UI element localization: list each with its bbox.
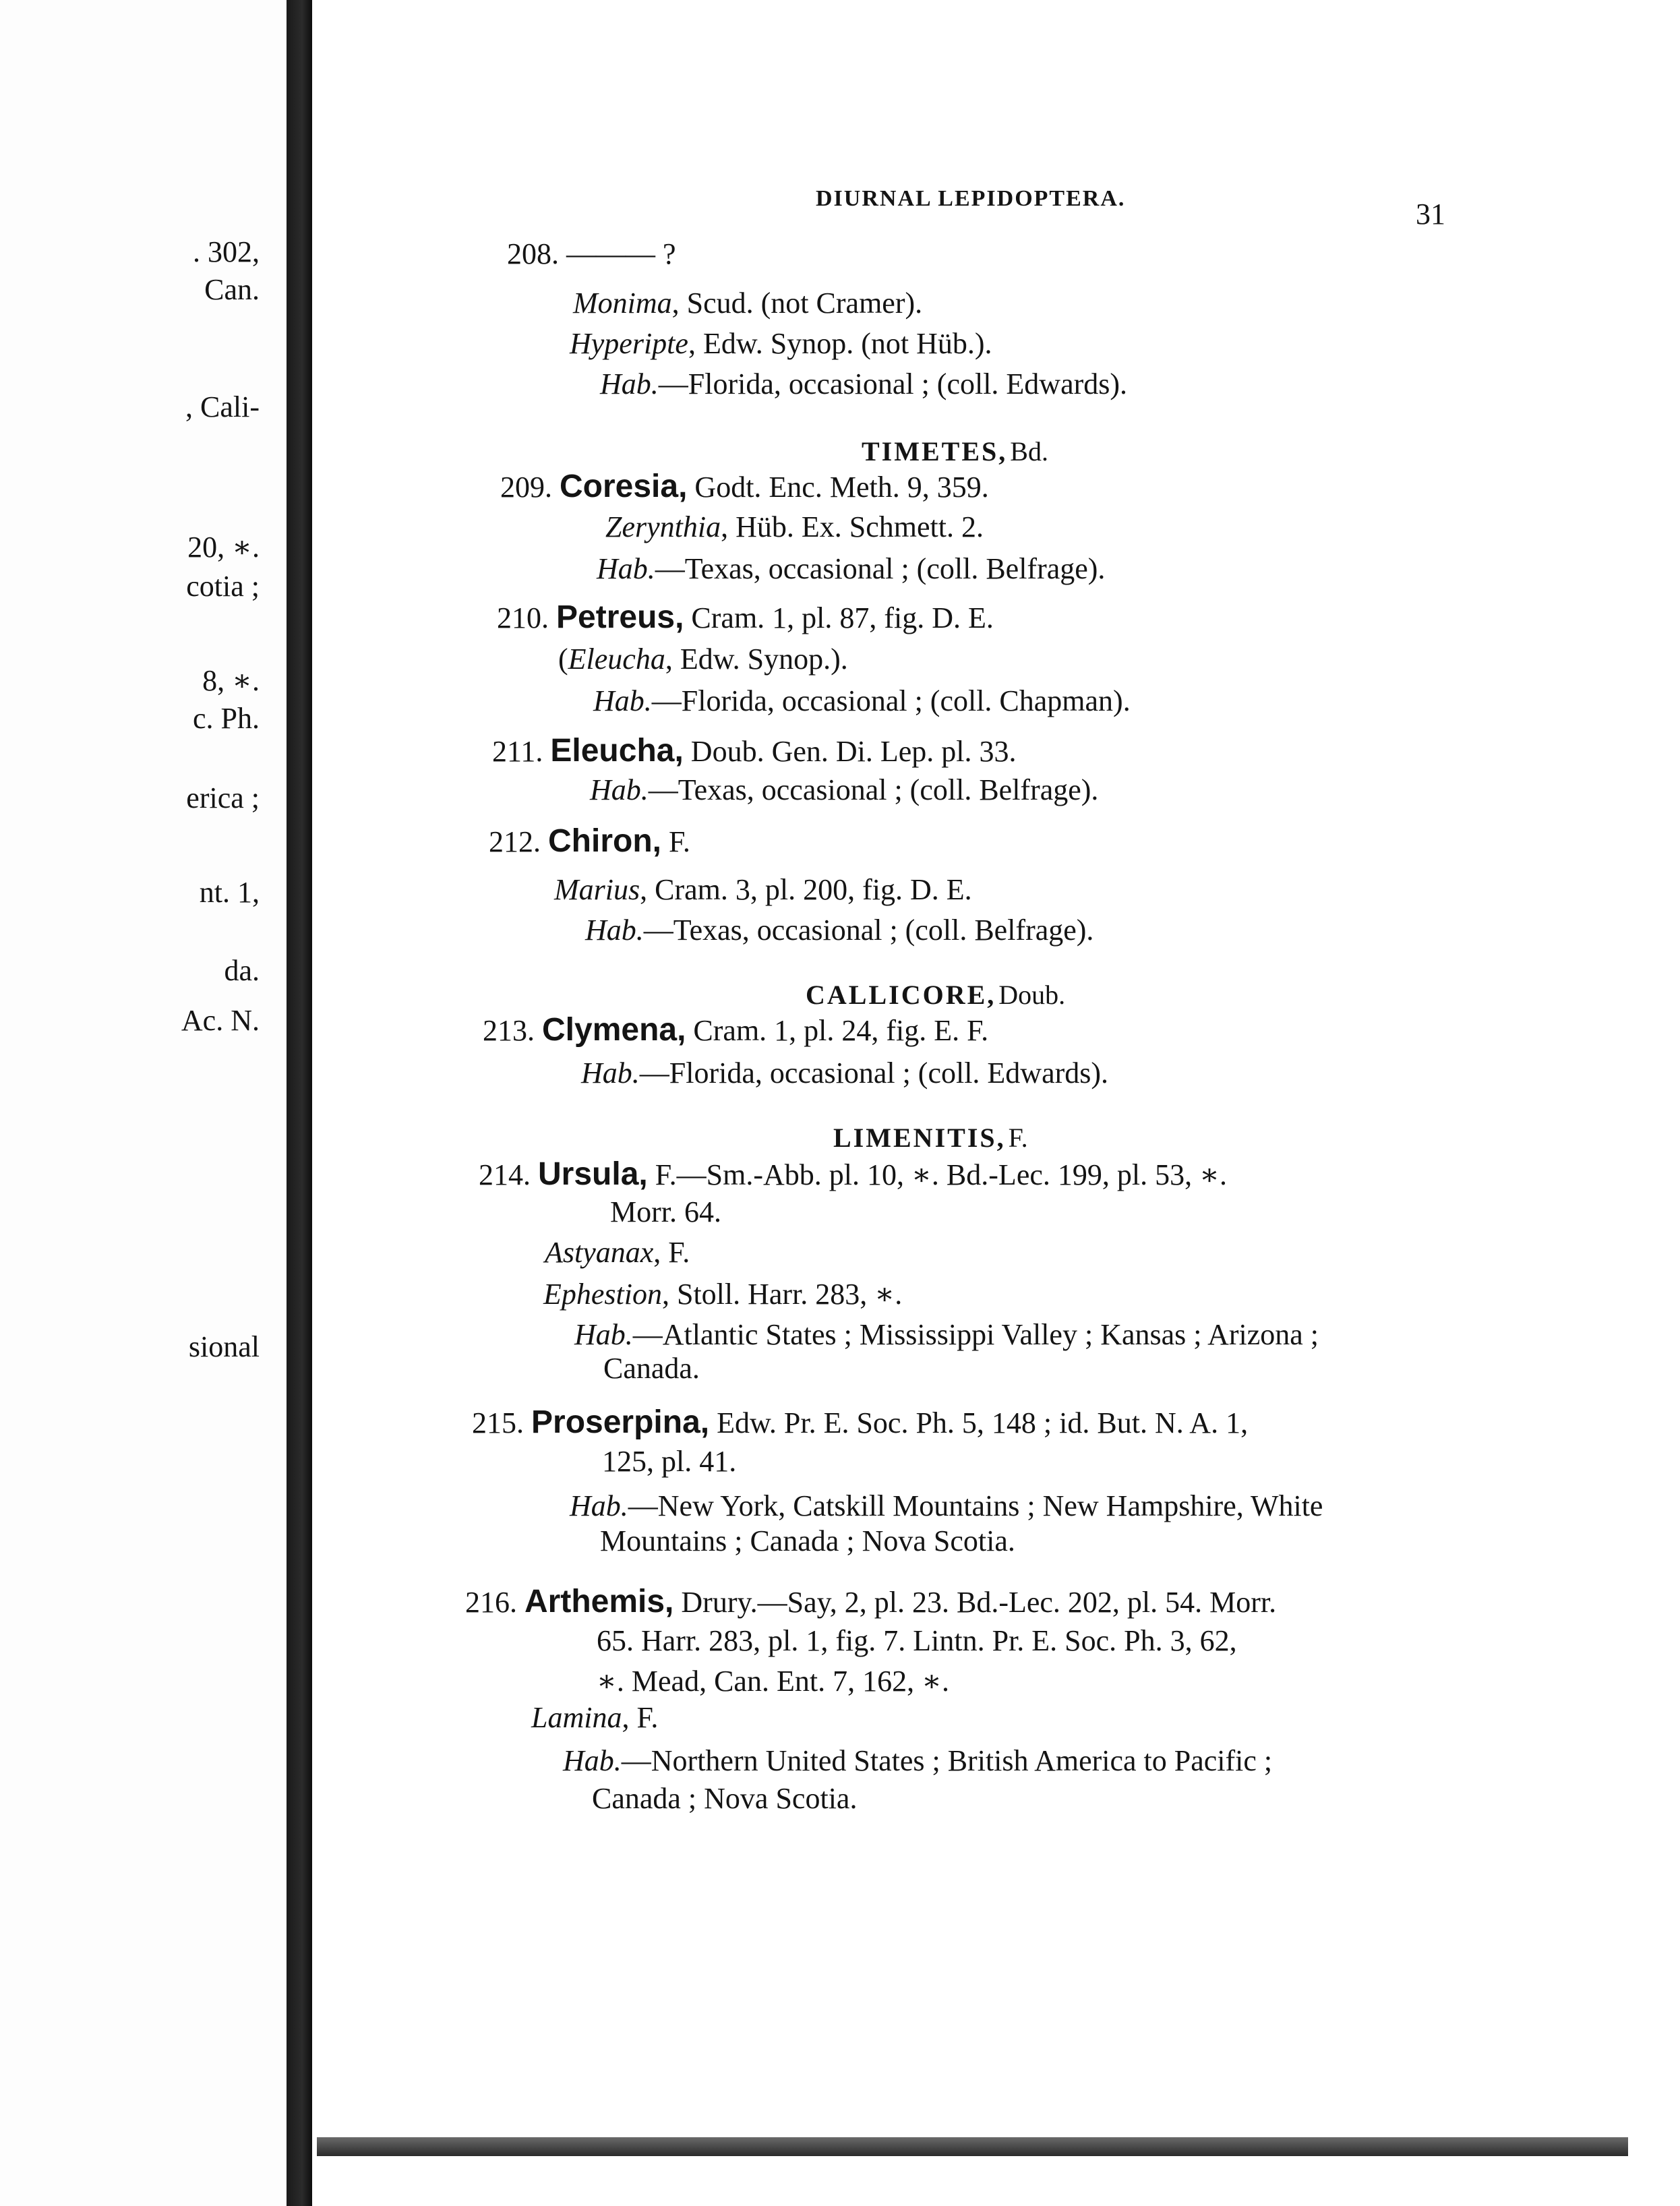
habitat-continuation: Canada ; Nova Scotia. — [592, 1782, 858, 1815]
species-name: Clymena, — [542, 1012, 686, 1048]
synonym-name: Ephestion — [543, 1278, 662, 1311]
species-reference: Drury.—Say, 2, pl. 23. Bd.-Lec. 202, pl. 54. Morr. — [673, 1586, 1277, 1619]
species-reference: Edw. Pr. E. Soc. Ph. 5, 148 ; id. But. N. A. 1, — [709, 1406, 1249, 1439]
synonym-line — [573, 289, 922, 318]
entry-212 — [489, 825, 690, 858]
entry-209 — [500, 471, 989, 503]
species-name: Arthemis, — [524, 1584, 674, 1619]
page-bottom-edge — [317, 2137, 1628, 2156]
entry-211 — [492, 735, 1017, 767]
habitat-text: —Texas, occasional ; (coll. Belfrage). — [648, 773, 1099, 806]
unnamed-species-dash: ——— ? — [566, 237, 676, 270]
synonym-line — [554, 875, 972, 905]
synonym-line — [545, 1238, 690, 1268]
synonym-reference: , F. — [653, 1236, 690, 1269]
entry-213 — [483, 1014, 988, 1046]
running-title: DIURNAL LEPIDOPTERA. — [816, 186, 1126, 211]
habitat-label: Hab. — [597, 552, 655, 585]
entry-number: 216. — [465, 1586, 517, 1619]
habitat-continuation: Mountains ; Canada ; Nova Scotia. — [600, 1524, 1015, 1557]
entry-208 — [507, 239, 676, 269]
synonym-reference: , Hüb. Ex. Schmett. 2. — [721, 510, 984, 543]
habitat-line — [593, 686, 1131, 716]
synonym-reference: , Edw. Synop. (not Hüb.). — [688, 327, 992, 360]
entry-number: 212. — [489, 825, 541, 858]
synonym-name: Lamina — [531, 1701, 622, 1734]
genus-heading-limenitis — [833, 1125, 1028, 1152]
habitat-text: —Northern United States ; British America to Pacific ; — [621, 1744, 1273, 1777]
habitat-text: —New York, Catskill Mountains ; New Hampshire, White — [628, 1489, 1323, 1522]
habitat-label: Hab. — [563, 1744, 622, 1777]
synonym-name: Marius — [554, 873, 640, 906]
habitat-line — [574, 1320, 1319, 1350]
entry-number: 208. — [507, 237, 559, 270]
species-reference: Doub. Gen. Di. Lep. pl. 33. — [683, 735, 1017, 768]
left-text-line: Can. — [204, 273, 260, 306]
habitat-label: Hab. — [585, 914, 644, 947]
synonym-line — [570, 329, 992, 359]
entry-number: 210. — [497, 601, 549, 634]
species-name: Proserpina, — [531, 1404, 710, 1440]
entry-number: 209. — [500, 471, 552, 504]
left-text-line: da. — [224, 954, 260, 987]
left-text-line: . 302, — [193, 235, 260, 268]
habitat-label: Hab. — [593, 684, 652, 717]
species-name: Petreus, — [556, 599, 684, 635]
synonym-reference: , Stoll. Harr. 283, ∗. — [661, 1278, 903, 1311]
left-text-line: , Cali- — [185, 390, 260, 423]
species-name: Coresia, — [560, 469, 688, 504]
genus-heading-callicore — [806, 982, 1065, 1009]
genus-heading-timetes — [862, 438, 1048, 465]
left-text-line: Ac. N. — [181, 1004, 260, 1037]
habitat-text: —Texas, occasional ; (coll. Belfrage). — [655, 552, 1106, 585]
habitat-label: Hab. — [590, 773, 649, 806]
synonym-reference: , F. — [622, 1701, 659, 1734]
entry-210 — [497, 601, 994, 634]
left-text-line: nt. 1, — [199, 876, 260, 909]
species-name: Ursula, — [538, 1156, 648, 1192]
species-name: Chiron, — [548, 823, 661, 859]
reference-continuation: Morr. 64. — [610, 1195, 721, 1228]
habitat-line — [585, 916, 1093, 945]
left-text-line: 20, ∗. — [187, 531, 260, 564]
synonym-line — [605, 512, 984, 542]
reference-continuation: 125, pl. 41. — [602, 1445, 737, 1478]
habitat-text: —Florida, occasional ; (coll. Edwards). — [639, 1056, 1109, 1090]
habitat-label: Hab. — [600, 367, 659, 400]
genus-name: LIMENITIS, — [833, 1123, 1006, 1153]
entry-number: 215. — [472, 1406, 524, 1439]
synonym-line — [543, 1280, 902, 1309]
habitat-label: Hab. — [570, 1489, 628, 1522]
synonym-name: Zerynthia — [605, 510, 721, 543]
species-reference: Cram. 1, pl. 87, fig. D. E. — [684, 601, 994, 634]
genus-name: CALLICORE, — [806, 980, 996, 1010]
habitat-line — [570, 1491, 1323, 1521]
habitat-line — [597, 554, 1105, 584]
synonym-paren: ( — [558, 643, 568, 676]
synonym-reference: , Cram. 3, pl. 200, fig. D. E. — [640, 873, 972, 906]
genus-name: TIMETES, — [862, 436, 1008, 467]
left-text-line: cotia ; — [186, 570, 260, 603]
left-text-line: erica ; — [186, 781, 260, 814]
synonym-line — [558, 645, 848, 674]
habitat-line — [600, 369, 1127, 399]
left-text-line: sional — [188, 1330, 260, 1363]
habitat-text: —Texas, occasional ; (coll. Belfrage). — [643, 914, 1094, 947]
page-number: 31 — [1416, 198, 1445, 231]
habitat-line — [581, 1056, 1109, 1090]
genus-author: Bd. — [1010, 436, 1048, 467]
entry-number: 211. — [492, 735, 543, 768]
entry-214 — [479, 1158, 1227, 1191]
genus-author: F. — [1008, 1123, 1028, 1153]
species-reference: Godt. Enc. Meth. 9, 359. — [687, 471, 989, 504]
book-gutter — [287, 0, 312, 2206]
reference-continuation: ∗. Mead, Can. Ent. 7, 162, ∗. — [597, 1665, 949, 1698]
habitat-line — [563, 1746, 1272, 1776]
reference-continuation: 65. Harr. 283, pl. 1, fig. 7. Lintn. Pr. E. Soc. Ph. 3, 62, — [597, 1624, 1237, 1657]
species-name: Eleucha, — [550, 733, 684, 769]
synonym-name: Eleucha — [568, 643, 665, 676]
left-text-line: c. Ph. — [193, 702, 260, 735]
left-page-fragment — [0, 0, 287, 2206]
entry-number: 214. — [479, 1158, 531, 1191]
species-reference: F.—Sm.-Abb. pl. 10, ∗. Bd.-Lec. 199, pl. 53, ∗. — [647, 1158, 1228, 1191]
entry-215 — [472, 1406, 1248, 1439]
synonym-name: Astyanax — [545, 1236, 654, 1269]
habitat-line — [590, 775, 1098, 805]
entry-number: 213. — [483, 1014, 535, 1047]
entry-216 — [465, 1586, 1276, 1618]
habitat-text: —Atlantic States ; Mississippi Valley ; Kansas ; Arizona ; — [632, 1318, 1319, 1351]
synonym-reference: , Edw. Synop.). — [665, 643, 848, 676]
synonym-reference: , Scud. (not Cramer). — [671, 287, 923, 320]
left-text-line: 8, ∗. — [202, 664, 260, 697]
habitat-text: —Florida, occasional ; (coll. Edwards). — [658, 367, 1128, 400]
species-reference: Cram. 1, pl. 24, fig. E. F. — [686, 1014, 989, 1047]
synonym-name: Monima — [573, 287, 672, 320]
synonym-name: Hyperipte — [570, 327, 688, 360]
habitat-label: Hab. — [581, 1056, 640, 1090]
habitat-label: Hab. — [574, 1318, 633, 1351]
habitat-text: —Florida, occasional ; (coll. Chapman). — [651, 684, 1131, 717]
synonym-line — [531, 1703, 658, 1733]
genus-author: Doub. — [998, 980, 1066, 1010]
habitat-continuation: Canada. — [603, 1352, 700, 1385]
species-reference: F. — [661, 825, 690, 858]
